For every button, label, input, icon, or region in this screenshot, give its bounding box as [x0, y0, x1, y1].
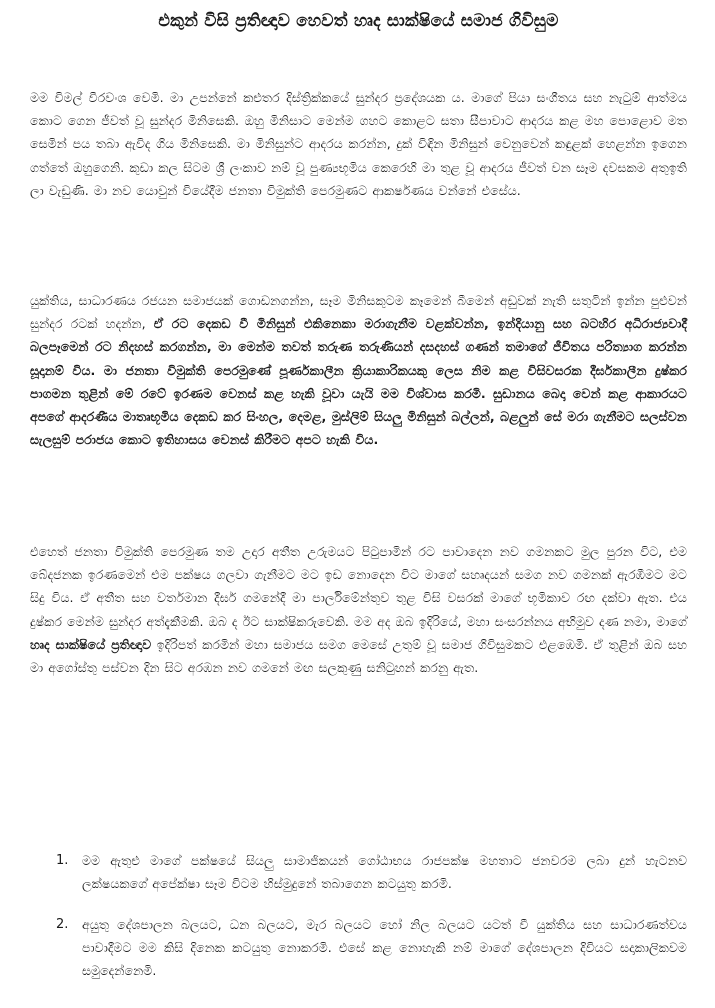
paragraph-3-text-start: එහෙත් ජනතා විමුක්ති පෙරමුණ තම උදාර අතීත උරුමයට පිටුපාමින් රට පාවාදෙන නව ගමනකට මුල පුරන විට, එම බේදජනක ඉරණමෙන් එම පක්ෂය ගලවා ගැනීමට මට ඉඩ නොදෙන විට මාගේ සහෘදයන් සමග නව ගමනක් ඇරඹීමට මට සිදු විය. ඒ අතීත සහ වර්තමාන දීර්ඝ ගමනේදී මා පාර්ලිමේන්තුව තුළ විසි වසරක් මාගේ භූමිකාව රඟ දක්වා ඇත. එය දුෂ්කර මෙන්ම සුන්දර අත්දැකීමකි. ඔබ ද ඊට සාක්ෂිකරුවෙකි. මම අද ඔබ ඉදිරියේ, මහා සංසරන්නය අභිමුව දණ නමා, මාගේ: [30, 544, 687, 629]
paragraph-2: [30, 289, 687, 451]
paragraph-2-bold-text: ඒ රට දෙකඩ වී මිනිසුන් එකිනෙකා මරාගැනීම වළක්වන්න, ඉන්දියානු සහ බටහිර අධිරාජ්‍යවාදී බලපෑමෙන් රට නිදහස් කරගන්න, මා මෙන්ම තවත් තරුණ තරුණියන් දසදහස් ගණන් තමාගේ ජීවිතය පරිත්‍යාග කරන්න සූදානම් විය. මා ජනතා විමුක්ති පෙරමුණේ පූර්ණකාලීන ක්‍රියාකාරිකයකු ලෙස නිම කළ විසිවසරක දීර්ඝකාලීන දුෂ්කර පාගමන තුළින් මේ රටේ ඉරණම වෙනස් කළ හැකි වූවා යැයි මම විශ්වාස කරමි. සුඩානය බෙදා වෙන් කළ ආකාරයට අපගේ ආදරණීය මාතෘභූමිය දෙකඩ කර සිංහල, දෙමළ, මුස්ලිම් සියලු මිනිසුන් බල්ලන්, බළලුන් සේ මරා ගැනීමට සලස්වන සැලසුම් පරාජය කොට ඉතිහාසය වෙනස් කිරීමට අපට හැකි විය.: [30, 316, 688, 448]
list-item: [30, 913, 687, 983]
paragraph-1: [30, 86, 687, 202]
paragraph-3-bold-phrase: හෘද සාක්ෂියේ ප්‍රතිඥාව: [30, 636, 152, 652]
paragraph-1-text: මම විමල් වීරවංශ වෙමි. මා උපන්නේ කළුතර දිස්ත්‍රික්කයේ සුන්දර ප්‍රදේශයක ය. මාගේ පියා සංගීතය සහ නැටුම් ආත්මය කොට ගෙන ජීවත් වූ සුන්දර මිනිසෙකි. ඔහු මිනිසාට මෙන්ම ගහට කොළට සතා සීපාවාට ආදරය කළ මහ පොළොව මත සෙමින් පය තබා ඇවිද ගිය මිනිසෙකි. මා මිනිසුන්ට ආදරය කරන්න, දුක් විඳින මිනිසුන් වෙනුවෙන් කඳුළක් හෙළන්න ඉගෙන ගත්තේ ඔහුගෙනි. කුඩා කල සිටම ශ්‍රී ලංකාව නම් වූ පුණ්‍යභූමිය කෙරෙහි මා තුළ වූ ආදරය ජීවත් වන සෑම දවසකම අතුඉති ලා වැඩුණි. මා නව යොවුන් වියේදීම ජනතා විමුක්ති පෙරමුණට ආකර්ෂණය වන්නේ එසේය.: [30, 90, 687, 198]
list-item-number: 1.: [56, 853, 69, 868]
list-item-number: 2.: [56, 917, 69, 932]
paragraph-3-text-end: ඉදිරිපත් කරමින් මහා සමාජය සමග මෙසේ උතුම් වූ සමාජ ගිවිසුමකට එළඹෙමි. ඒ තුළින් ඔබ සහ මා අගෝස්තු පස්වන දින සිට අරඹන නව ගමනේ මඟ සලකුණු සනිටුහන් කරනු ඇත.: [30, 636, 687, 676]
paragraph-2-text: යුක්තිය, සාධාරණය රජයන සමාජයක් ගොඩනගන්න, සෑම මිනිසකුටම කෑමෙන් බීමෙන් අඩුවක් නැති සතුටින් ඉන්න පුළුවන් සුන්දර රටක් හදන්න,: [30, 293, 687, 332]
list-item-text: අයුතු දේශපාලන බලයට, ධන බලයට, මැර බලයට හෝ නිල බලයට යටත් වී යුක්තිය සහ සාධාරණත්වය පාවාදීමට මම කිසි දිනෙක කටයුතු නොකරමි. එසේ කළ නොහැකි නම් මාගේ දේශපාලන දිවියට සදාකාලිකවම සමුදෙන්නෙමි.: [82, 917, 687, 979]
paragraph-3: [30, 540, 687, 679]
document-title: එකුන් විසි ප්‍රතිඥාව හෙවත් හෘද සාක්ෂියේ සමාජ ගිවිසුම: [158, 11, 559, 31]
list-item-text: මම ඇතුළු මාගේ පක්ෂයේ සියලු සාමාජිකයන් ගෝඨාභය රාජපක්ෂ මහතාට ජනවරම ලබා දුන් හැටනව ලක්ෂයකගේ අපේක්ෂා සෑම විටම හිස්මුදුනේ තබාගෙන කටයුතු කරමි.: [82, 853, 687, 892]
list-item: [30, 849, 687, 895]
